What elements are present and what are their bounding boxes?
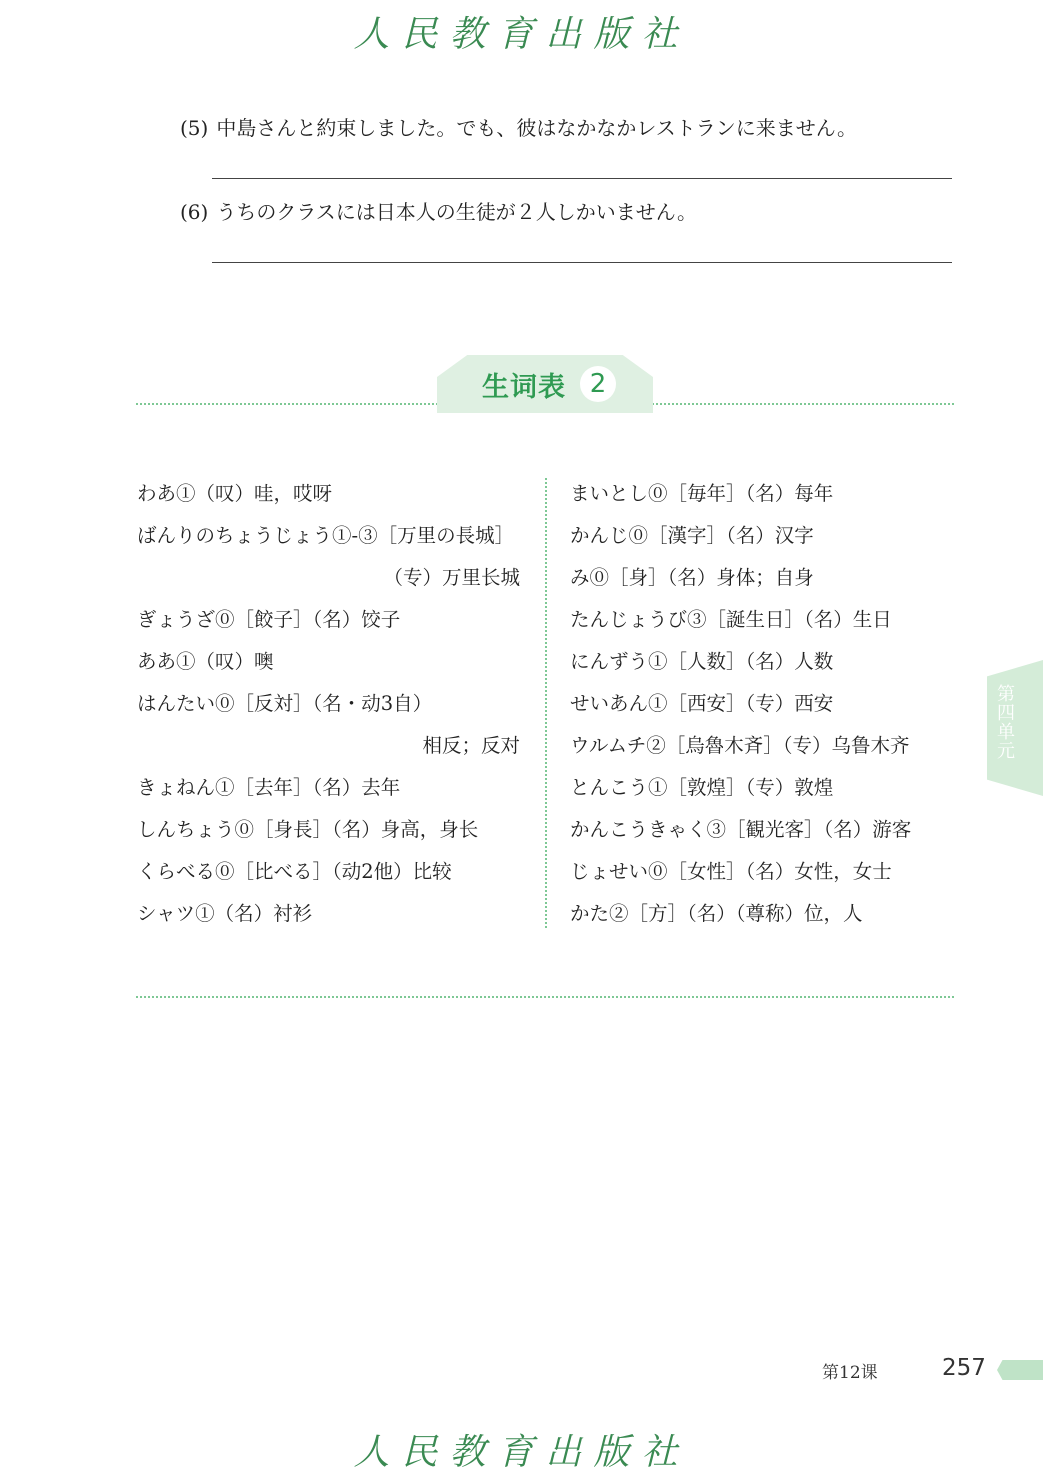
- unit-side-tab-label: 第四单元: [994, 684, 1015, 760]
- publisher-watermark-top: 人民教育出版社: [353, 14, 690, 55]
- vocab-entry-continuation: 相反；反对: [422, 734, 520, 757]
- vocab-entry: きょねん①［去年］（名）去年: [137, 776, 401, 799]
- exercise-sentence: 中島さんと約束しました。でも、彼はなかなかレストランに来ません。: [216, 116, 857, 140]
- vocab-entry: ぎょうざ⓪［餃子］（名）饺子: [137, 608, 401, 631]
- section-bottom-divider: [136, 996, 954, 998]
- vocab-entry: かんじ⓪［漢字］（名）汉字: [570, 524, 814, 547]
- vocab-entry: しんちょう⓪［身長］（名）身高，身长: [137, 818, 479, 841]
- section-number-badge: 2: [580, 366, 616, 402]
- publisher-watermark-bottom: 人民教育出版社: [353, 1432, 690, 1473]
- vocab-entry: ああ①（叹）噢: [137, 650, 274, 673]
- section-title: 生词表: [482, 372, 566, 403]
- vocab-entry: はんたい⓪［反対］（名・动3自）: [137, 692, 433, 715]
- vocab-entry: じょせい⓪［女性］（名）女性，女士: [570, 860, 892, 883]
- answer-line-5[interactable]: [212, 178, 952, 179]
- vocab-entry: まいとし⓪［毎年］（名）每年: [570, 482, 834, 505]
- vocab-entry: ウルムチ②［烏魯木斉］（专）乌鲁木齐: [570, 734, 910, 757]
- vocab-entry: かた②［方］（名）（尊称）位，人: [570, 902, 863, 925]
- exercise-number: (5): [180, 116, 209, 140]
- exercise-sentence: うちのクラスには日本人の生徒が２人しかいません。: [216, 200, 697, 224]
- page-number: 257: [942, 1355, 986, 1381]
- vocab-entry: せいあん①［西安］（专）西安: [570, 692, 834, 715]
- vocab-entry-continuation: （专）万里长城: [383, 566, 520, 589]
- vocab-entry: にんずう①［人数］（名）人数: [570, 650, 834, 673]
- vocab-entry: くらべる⓪［比べる］（动2他）比较: [137, 860, 452, 883]
- vocab-entry: ばんりのちょうじょう①-③［万里の長城］: [137, 524, 515, 547]
- column-divider: [545, 478, 547, 928]
- lesson-label: 第12课: [822, 1363, 878, 1383]
- exercise-item-5: [180, 112, 857, 141]
- vocab-entry: み⓪［身］（名）身体；自身: [570, 566, 814, 589]
- page-marker-bar: [997, 1360, 1043, 1380]
- vocab-entry: かんこうきゃく③［観光客］（名）游客: [570, 818, 912, 841]
- vocab-entry: わあ①（叹）哇，哎呀: [137, 482, 333, 505]
- answer-line-6[interactable]: [212, 262, 952, 263]
- exercise-item-6: [180, 196, 697, 225]
- vocab-entry: とんこう①［敦煌］（专）敦煌: [570, 776, 834, 799]
- vocab-entry: たんじょうび③［誕生日］（名）生日: [570, 608, 892, 631]
- vocab-entry: シャツ①（名）衬衫: [137, 902, 313, 925]
- exercise-number: (6): [180, 200, 209, 224]
